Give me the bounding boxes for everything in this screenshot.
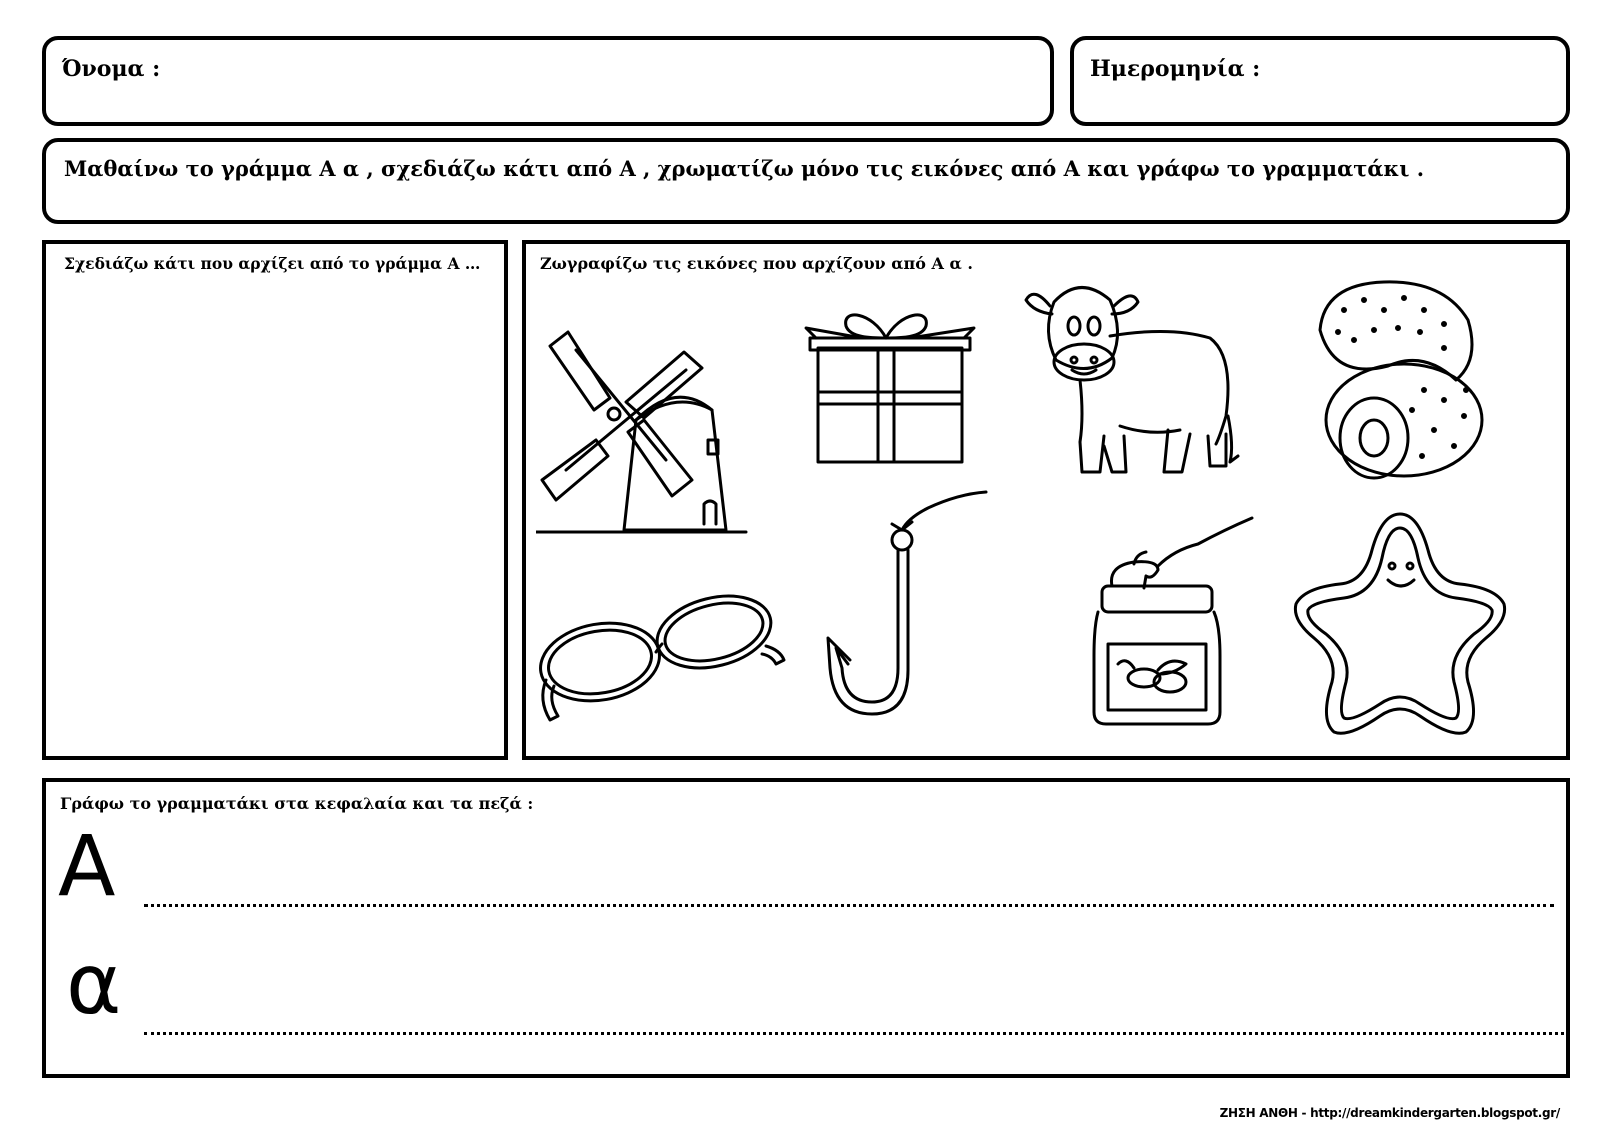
glasses-icon[interactable] <box>536 590 788 726</box>
draw-section-title: Σχεδιάζω κάτι που αρχίζει από το γράμμα Α … <box>64 254 481 273</box>
color-section-title: Ζωγραφίζω τις εικόνες που αρχίζουν από Α α . <box>540 254 973 273</box>
uppercase-letter: Α <box>58 817 116 915</box>
gift-icon[interactable] <box>802 308 978 468</box>
windmill-icon[interactable] <box>536 310 772 540</box>
uppercase-writing-line[interactable] <box>144 904 1554 907</box>
lowercase-writing-line[interactable] <box>144 1032 1564 1035</box>
name-field-box[interactable] <box>42 36 1054 126</box>
kiwi-icon[interactable] <box>1304 270 1486 480</box>
star-icon[interactable] <box>1290 510 1512 738</box>
lowercase-letter: α <box>66 935 122 1033</box>
fishhook-icon[interactable] <box>818 488 988 728</box>
cow-icon[interactable] <box>1020 266 1246 488</box>
date-field-box[interactable] <box>1070 36 1570 126</box>
honey-jar-icon[interactable] <box>1074 506 1256 728</box>
write-section-title: Γράφω το γραμματάκι στα κεφαλαία και τα πεζά : <box>60 794 534 813</box>
instruction-text: Μαθαίνω το γράμμα Α α , σχεδιάζω κάτι από Α , χρωματίζω μόνο τις εικόνες από Α και γράφω το γραμματάκι . <box>64 156 1425 181</box>
coloring-area <box>522 240 1570 760</box>
name-label: Όνομα : <box>62 56 161 82</box>
instruction-box <box>42 138 1570 224</box>
draw-area[interactable] <box>42 240 508 760</box>
footer-credit: ΖΗΣΗ ΑΝΘΗ - http://dreamkindergarten.blogspot.gr/ <box>1219 1106 1560 1120</box>
date-label: Ημερομηνία : <box>1090 56 1261 82</box>
writing-area <box>42 778 1570 1078</box>
